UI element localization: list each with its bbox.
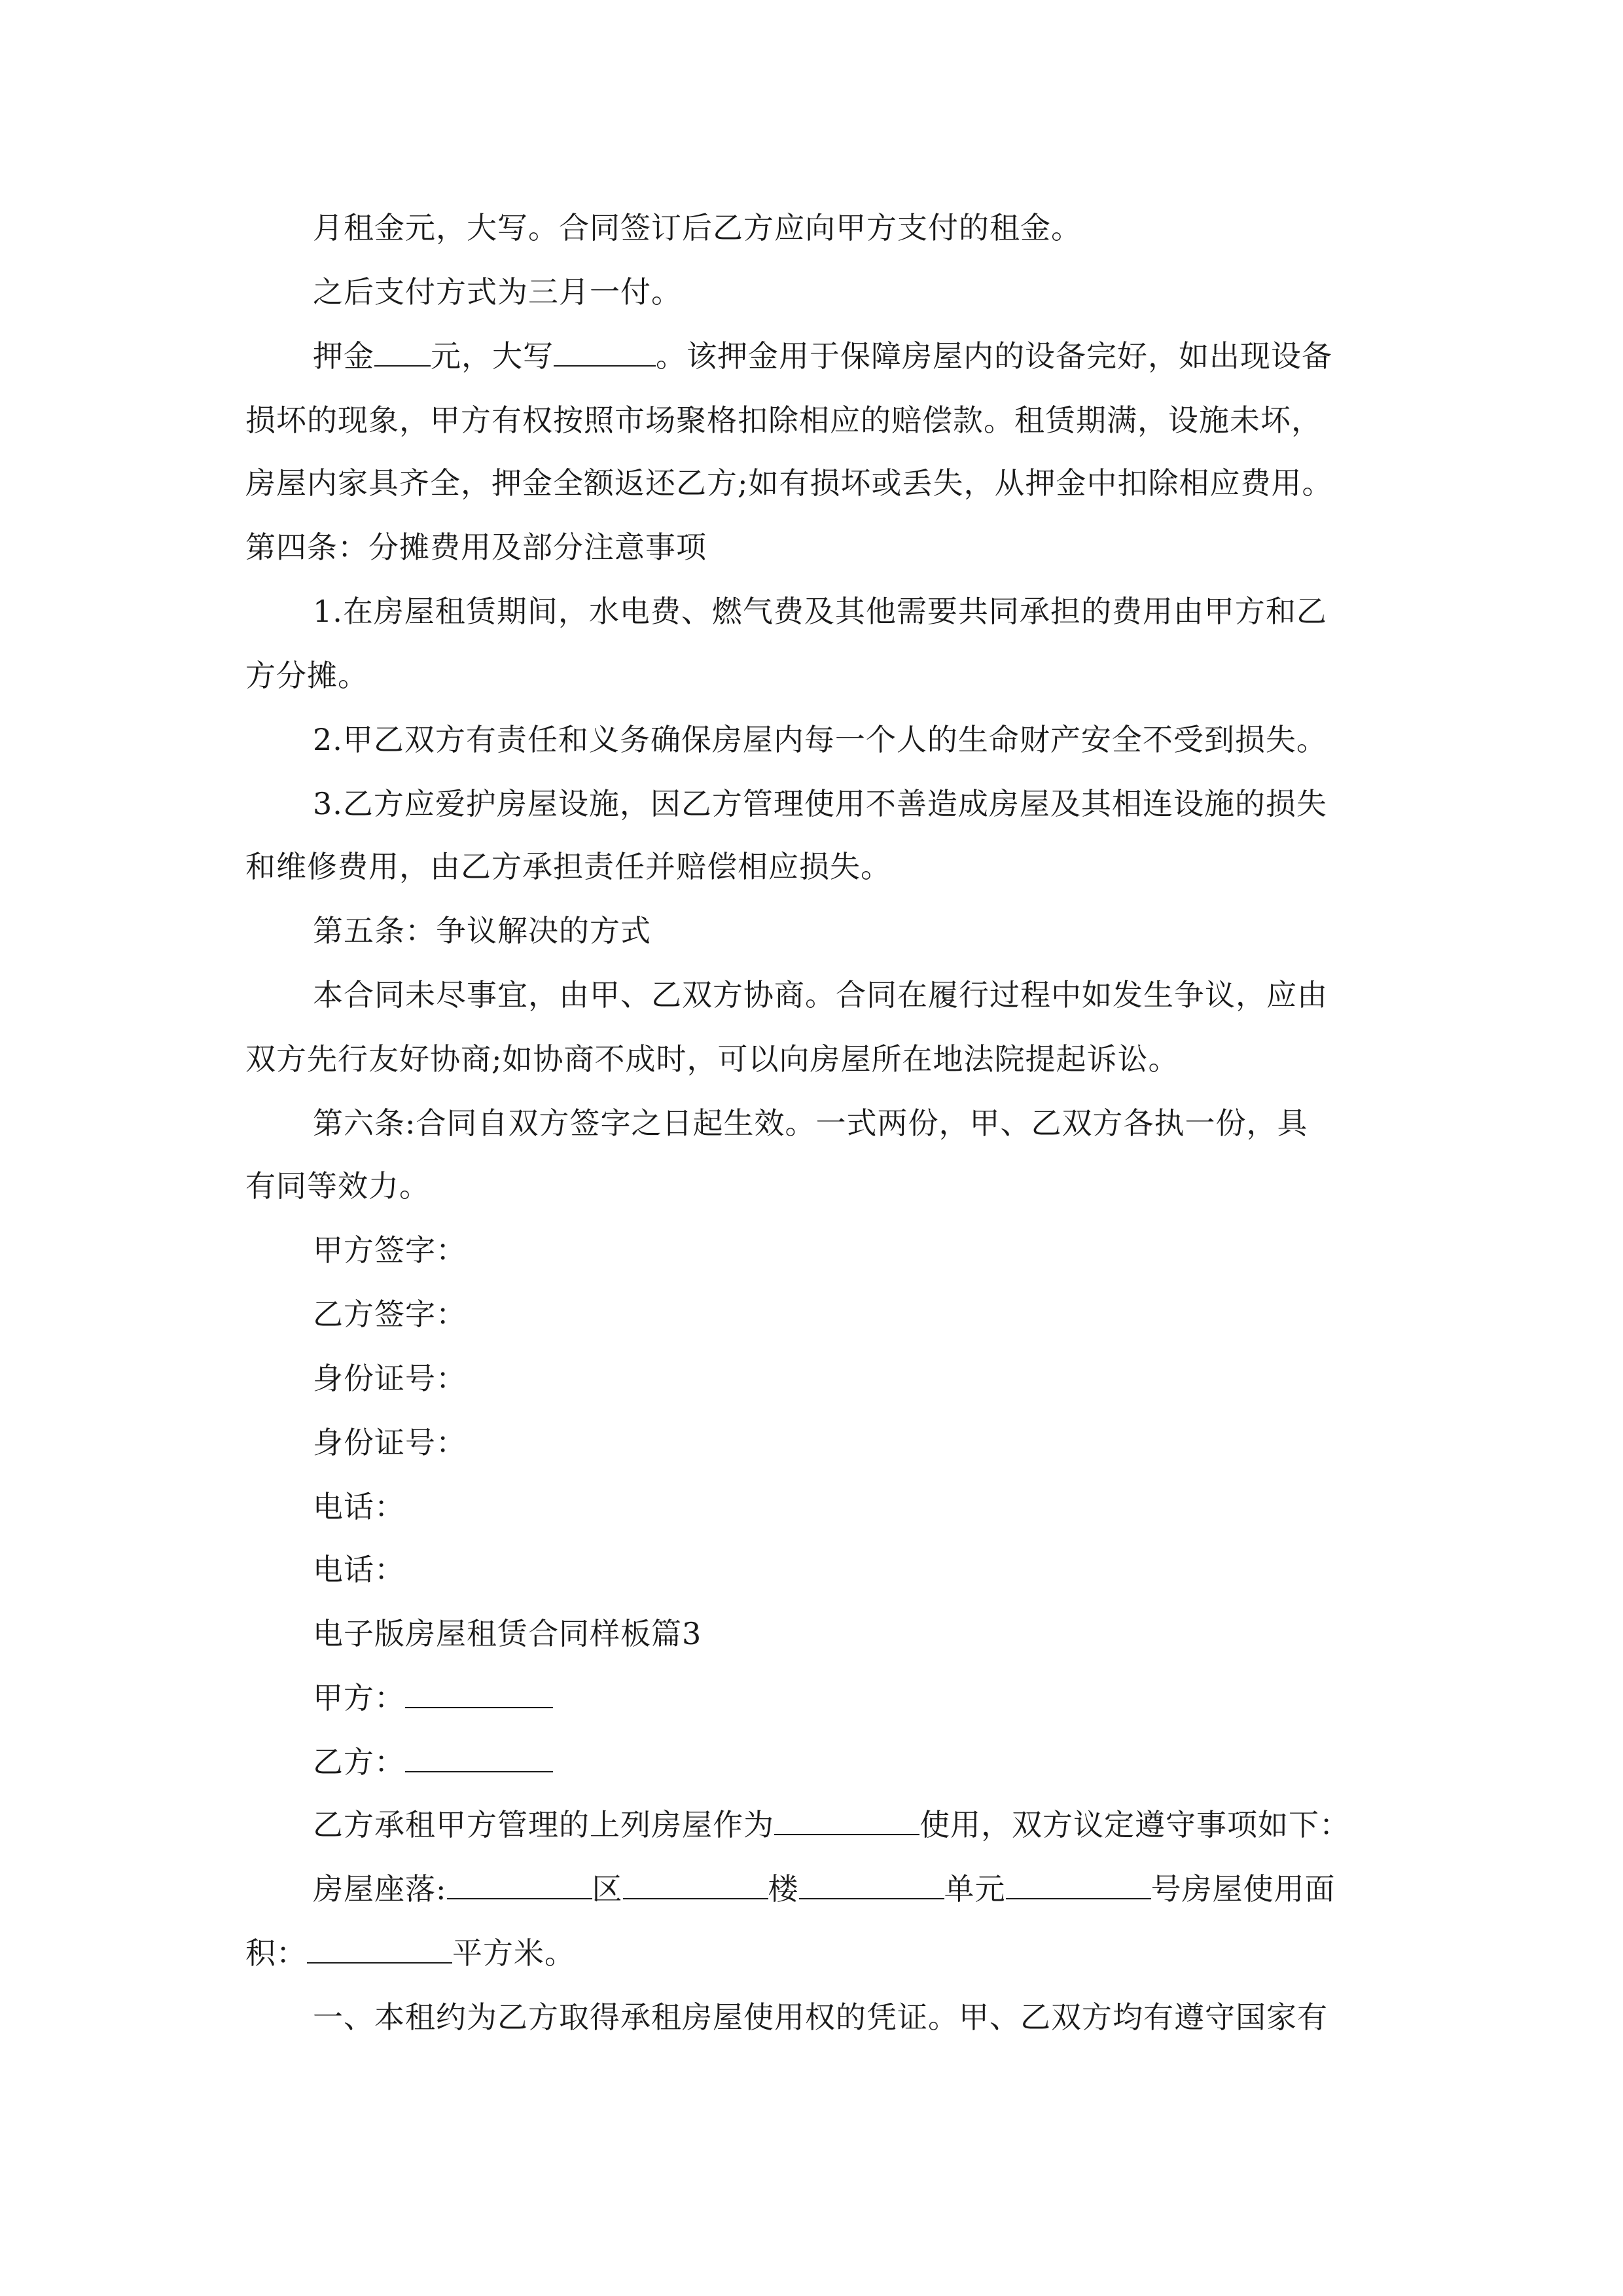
label-square-meters: 平方米。 (452, 1935, 575, 1971)
text-dispute: 本合同未尽事宜，由甲、乙双方协商。合同在履行过程中如发生争议，应由 (313, 977, 1328, 1013)
building-blank (623, 1869, 768, 1899)
label-party-a: 甲方： (313, 1680, 405, 1715)
paragraph-rent (313, 208, 1082, 247)
label-phone-b: 电话： (313, 1552, 405, 1587)
label-phone-a: 电话： (313, 1489, 405, 1524)
text-section-title-3: 电子版房屋租赁合同样板篇3 (313, 1616, 702, 1651)
phone-a (313, 1487, 405, 1526)
party-a-blank (405, 1678, 553, 1708)
district-blank (447, 1869, 592, 1899)
label-unit: 单元 (944, 1871, 1006, 1907)
unit-blank (799, 1869, 944, 1899)
label-id-number-b: 身份证号： (313, 1425, 467, 1460)
paragraph-item-3-cont (245, 847, 891, 886)
text-deposit-clause: 。该押金用于保障房屋内的设备完好，如出现设备 (656, 338, 1332, 374)
label-building: 楼 (768, 1871, 799, 1907)
deposit-amount-blank (374, 336, 431, 367)
paragraph-clause-1 (313, 1998, 1328, 2037)
text-usage-start: 乙方承租甲方管理的上列房屋作为 (313, 1807, 774, 1842)
number-blank (1006, 1869, 1151, 1899)
area-blank (307, 1933, 452, 1964)
paragraph-dispute-cont (245, 1039, 1179, 1079)
heading-article-5 (313, 911, 651, 950)
text-usage-end: 使用，双方议定遵守事项如下： (919, 1807, 1350, 1842)
paragraph-article-6 (313, 1103, 1308, 1143)
text-deposit-words: 元，大写 (431, 338, 554, 374)
party-b-line (313, 1742, 553, 1782)
text-item-3: 3.乙方应爱护房屋设施，因乙方管理使用不善造成房屋及其相连设施的损失 (313, 786, 1327, 821)
label-district: 区 (592, 1871, 623, 1907)
text-article-5: 第五条：争议解决的方式 (313, 913, 651, 948)
text-article-4: 第四条：分摊费用及部分注意事项 (245, 529, 707, 565)
text-clause-1: 一、本租约为乙方取得承租房屋使用权的凭证。甲、乙双方均有遵守国家有 (313, 2000, 1328, 2035)
paragraph-item-1 (313, 592, 1327, 631)
label-party-a-signature: 甲方签字： (313, 1232, 467, 1268)
label-area: 号房屋使用面 (1150, 1871, 1336, 1907)
text-item-1: 1.在房屋租赁期间，水电费、燃气费及其他需要共同承担的费用由甲方和乙 (313, 594, 1327, 629)
paragraph-item-2 (313, 720, 1327, 759)
text-dispute-cont: 双方先行友好协商;如协商不成时，可以向房屋所在地法院提起诉讼。 (245, 1041, 1179, 1077)
paragraph-article-6-cont (245, 1166, 430, 1206)
paragraph-dispute (313, 975, 1328, 1014)
label-party-b: 乙方： (313, 1744, 405, 1780)
text-item-3-cont: 和维修费用，由乙方承担责任并赔偿相应损失。 (245, 849, 891, 884)
phone-b (313, 1550, 405, 1589)
paragraph-location (313, 1869, 1336, 1909)
id-number-a (313, 1359, 467, 1398)
label-area-cont: 积： (245, 1935, 307, 1971)
party-b-blank (405, 1742, 553, 1772)
text-payment: 之后支付方式为三月一付。 (313, 274, 682, 310)
paragraph-payment (313, 272, 682, 312)
signature-party-b (313, 1295, 467, 1334)
heading-article-4 (245, 528, 707, 567)
text-article-6: 第六条:合同自双方签字之日起生效。一式两份，甲、乙双方各执一份，具 (313, 1105, 1308, 1141)
usage-blank (774, 1805, 919, 1835)
text-deposit-label: 押金 (313, 338, 374, 374)
deposit-words-blank (554, 336, 656, 367)
text-deposit-cont2: 房屋内家具齐全，押金全额返还乙方;如有损坏或丢失，从押金中扣除相应费用。 (245, 465, 1333, 501)
paragraph-usage (313, 1805, 1350, 1844)
paragraph-item-3 (313, 784, 1327, 823)
text-item-1-cont: 方分摊。 (245, 658, 368, 693)
party-a-line (313, 1678, 553, 1717)
signature-party-a (313, 1230, 467, 1270)
paragraph-deposit (313, 336, 1332, 376)
section-title-3 (313, 1614, 702, 1653)
paragraph-deposit-cont2 (245, 463, 1333, 503)
paragraph-item-1-cont (245, 656, 368, 695)
paragraph-deposit-cont1 (245, 401, 1322, 440)
text-article-6-cont: 有同等效力。 (245, 1168, 430, 1204)
text-deposit-cont1: 损坏的现象，甲方有权按照市场聚格扣除相应的赔偿款。租赁期满，设施未坏， (245, 403, 1322, 438)
text-rent: 月租金元，大写。合同签订后乙方应向甲方支付的租金。 (313, 210, 1082, 245)
label-party-b-signature: 乙方签字： (313, 1297, 467, 1332)
paragraph-area (245, 1933, 575, 1973)
id-number-b (313, 1423, 467, 1462)
label-location: 房屋座落: (313, 1871, 447, 1907)
label-id-number-a: 身份证号： (313, 1361, 467, 1396)
text-item-2: 2.甲乙双方有责任和义务确保房屋内每一个人的生命财产安全不受到损失。 (313, 722, 1327, 757)
